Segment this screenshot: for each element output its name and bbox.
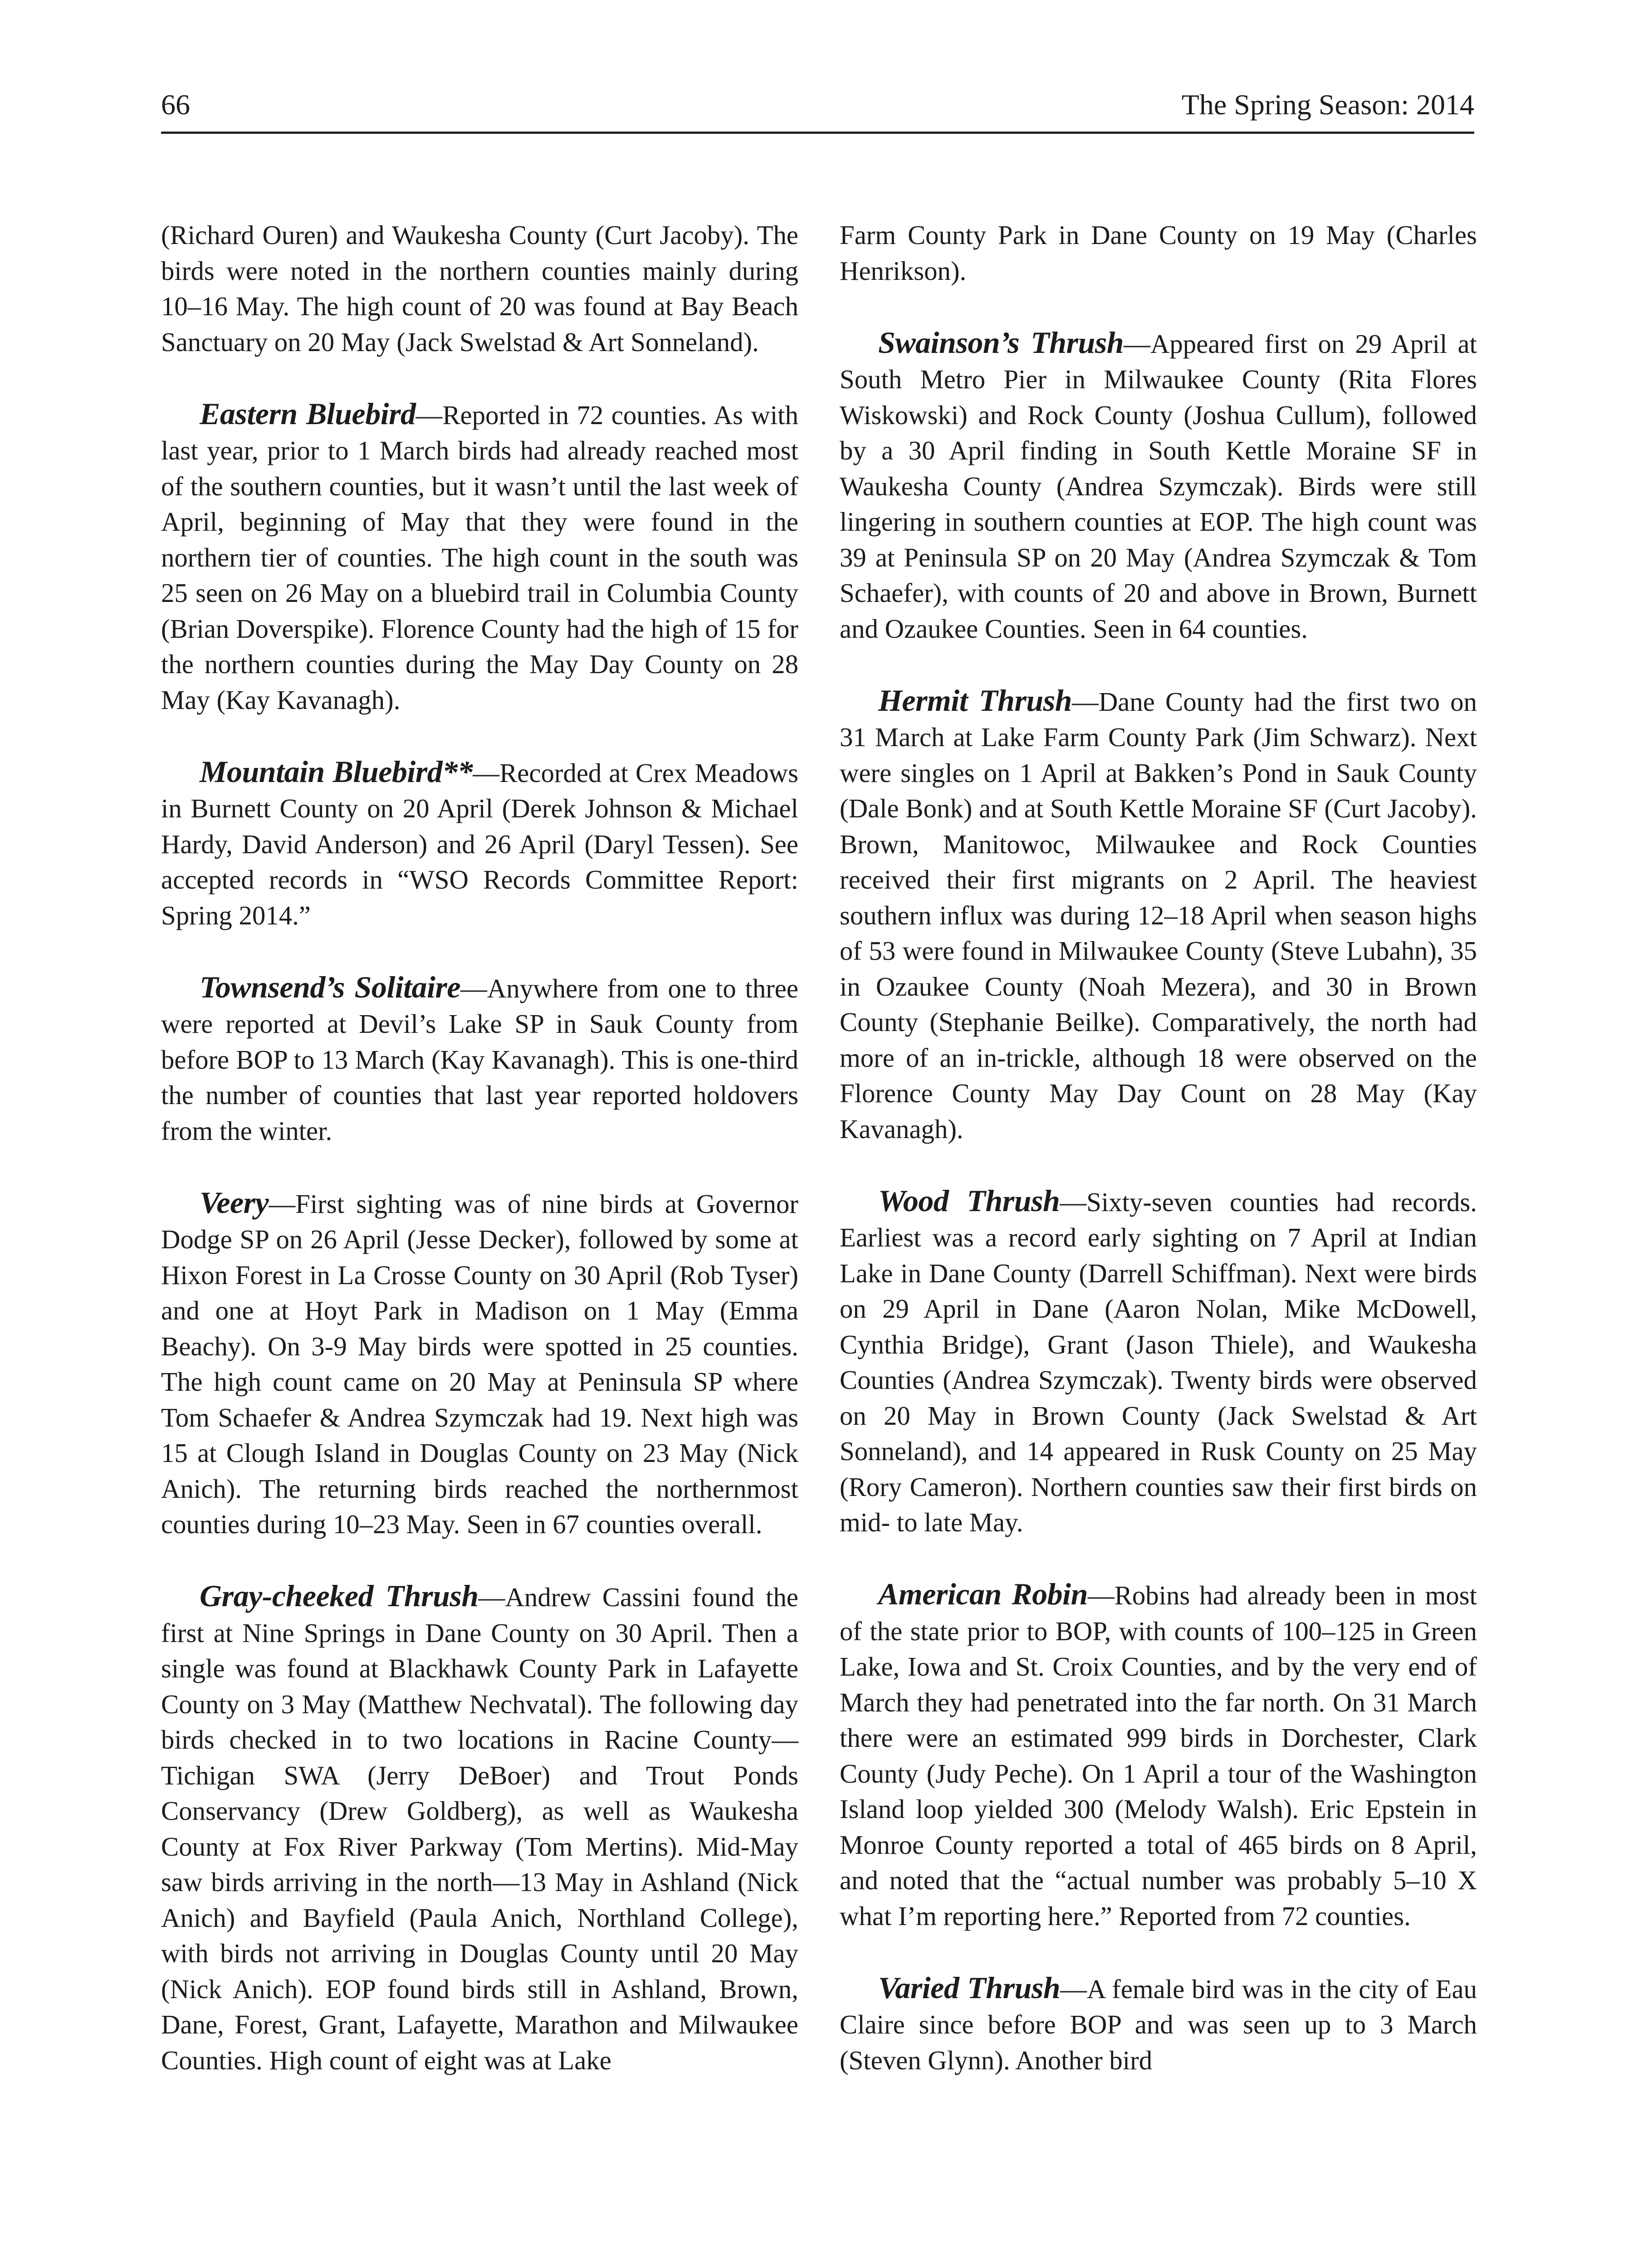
species-entry-varied-thrush [840, 1970, 1477, 2079]
left-column [161, 218, 798, 2078]
page-header [161, 82, 1474, 134]
species-text: —First sighting was of nine birds at Governor Dodge SP on 26 April (Jesse Decker), followed by some at Hixon Forest in La Crosse County on 30 April (Rob Tyser) and one at Hoyt Park in Madison on 1 May (Emma Beachy). On 3-9 May birds were spotted in 25 counties. The high count came on 20 May at Peninsula SP where Tom Schaefer & Andrea Szymczak had 19. Next high was 15 at Clough Island in Douglas County on 23 May (Nick Anich). The returning birds reached the northernmost counties during 10–23 May. Seen in 67 counties overall. [161, 1189, 798, 1539]
species-text: —Reported in 72 counties. As with last year, prior to 1 March birds had already reached most of the southern counties, but it wasn’t until the last week of April, beginning of May that they were found in the northern tier of counties. The high count in the south was 25 seen on 26 May on a bluebird trail in Columbia County (Brian Doverspike). Florence County had the high of 15 for the northern counties during the May Day County on 28 May (Kay Kavanagh). [161, 400, 798, 715]
species-text: —Recorded at Crex Meadows in Burnett County on 20 April (Derek Johnson & Michael Hardy, David Anderson) and 26 April (Daryl Tessen). See accepted records in “WSO Records Committee Report: Spring 2014.” [161, 758, 799, 930]
species-text: —Robins had already been in most of the state prior to BOP, with counts of 100–125 in Green Lake, Iowa and St. Croix Counties, and by the very end of March they had penetrated into the far north. On 31 March there were an estimated 999 birds in Dorchester, Clark County (Judy Peche). On 1 April a tour of the Washington Island loop yielded 300 (Melody Walsh). Eric Epstein in Monroe County reported a total of 465 birds on 8 April, and noted that the “actual number was probably 5–10 X what I’m reporting here.” Reported from 72 counties. [840, 1581, 1477, 1931]
continuation-text: (Richard Ouren) and Waukesha County (Curt Jacoby). The birds were noted in the northern counties mainly during 10–16 May. The high count of 20 was found at Bay Beach Sanctuary on 20 May (Jack Swelstad & Art Sonneland). [161, 220, 798, 357]
species-entry-mountain-bluebird [161, 754, 798, 934]
species-entry-eastern-bluebird [161, 396, 798, 719]
species-entry-american-robin [840, 1576, 1477, 1934]
page-number: 66 [161, 88, 190, 121]
species-name: Varied Thrush [878, 1970, 1061, 2005]
species-name: Hermit Thrush [878, 683, 1072, 718]
species-text: —Anywhere from one to three were reported at Devil’s Lake SP in Sauk County from before BOP to 13 March (Kay Kavanagh). This is one-third the number of counties that last year reported holdovers from the winter. [161, 973, 798, 1146]
species-name: American Robin [878, 1577, 1088, 1611]
species-name: Eastern Bluebird [200, 396, 416, 431]
species-name: Wood Thrush [878, 1183, 1060, 1218]
species-entry-gray-cheeked-thrush [161, 1578, 798, 2078]
species-entry-swainsons-thrush [840, 325, 1477, 647]
species-entry-veery [161, 1185, 798, 1543]
species-entry-hermit-thrush [840, 683, 1477, 1148]
species-text: —Andrew Cassini found the first at Nine Springs in Dane County on 30 April. Then a single was found at Blackhawk County Park in Lafayette County on 3 May (Matthew Nechvatal). The following day birds checked in to two locations in Racine County—Tichigan SWA (Jerry DeBoer) and Trout Ponds Conservancy (Drew Goldberg), as well as Waukesha County at Fox River Parkway (Tom Mertins). Mid-May saw birds arriving in the north—13 May in Ashland (Nick Anich) and Bayfield (Paula Anich, Northland College), with birds not arriving in Douglas County until 20 May (Nick Anich). EOP found birds still in Ashland, Brown, Dane, Forest, Grant, Lafayette, Marathon and Milwaukee Counties. High count of eight was at Lake [161, 1583, 798, 2075]
species-name: Gray-cheeked Thrush [200, 1579, 479, 1613]
species-entry-wood-thrush [840, 1183, 1477, 1541]
running-title: The Spring Season: 2014 [1181, 88, 1474, 121]
species-name: Townsend’s Solitaire [200, 969, 461, 1004]
species-text: —A female bird was in the city of Eau Claire since before BOP and was seen up to 3 March (Steven Glynn). Another bird [840, 1974, 1477, 2075]
species-text: —Sixty-seven counties had records. Earliest was a record early sighting on 7 April at Indian Lake in Dane County (Darrell Schiffman). Next were birds on 29 April in Dane (Aaron Nolan, Mike McDowell, Cynthia Bridge), Grant (Jason Thiele), and Waukesha Counties (Andrea Szymczak). Twenty birds were observed on 20 May in Brown County (Jack Swelstad & Art Sonneland), and 14 appeared in Rusk County on 25 May (Rory Cameron). Northern counties saw their first birds on mid- to late May. [840, 1187, 1477, 1537]
species-entry-townsends-solitaire [161, 969, 798, 1149]
species-text: —Dane County had the first two on 31 March at Lake Farm County Park (Jim Schwarz). Next were singles on 1 April at Bakken’s Pond in Sauk County (Dale Bonk) and at South Kettle Moraine SF (Curt Jacoby). Brown, Manitowoc, Milwaukee and Rock Counties received their first migrants on 2 April. The heaviest southern influx was during 12–18 April when season highs of 53 were found in Milwaukee County (Steve Lubahn), 35 in Ozaukee County (Noah Mezera), and 30 in Brown County (Stephanie Beilke). Comparatively, the north had more of an in-trickle, although 18 were observed on the Florence County May Day Count on 28 May (Kay Kavanagh). [840, 687, 1477, 1144]
continuation-text: Farm County Park in Dane County on 19 May (Charles Henrikson). [840, 220, 1477, 286]
species-name: Swainson’s Thrush [878, 325, 1124, 360]
right-column [840, 218, 1477, 2078]
species-name: Veery [200, 1185, 269, 1220]
species-text: —Appeared first on 29 April at South Metro Pier in Milwaukee County (Rita Flores Wiskowski) and Rock County (Joshua Cullum), followed by a 30 April finding in South Kettle Moraine SF in Waukesha County (Andrea Szymczak). Birds were still lingering in southern counties at EOP. The high count was 39 at Peninsula SP on 20 May (Andrea Szymczak & Tom Schaefer), with counts of 20 and above in Brown, Burnett and Ozaukee Counties. Seen in 64 counties. [840, 329, 1477, 644]
species-name: Mountain Bluebird** [200, 754, 473, 789]
